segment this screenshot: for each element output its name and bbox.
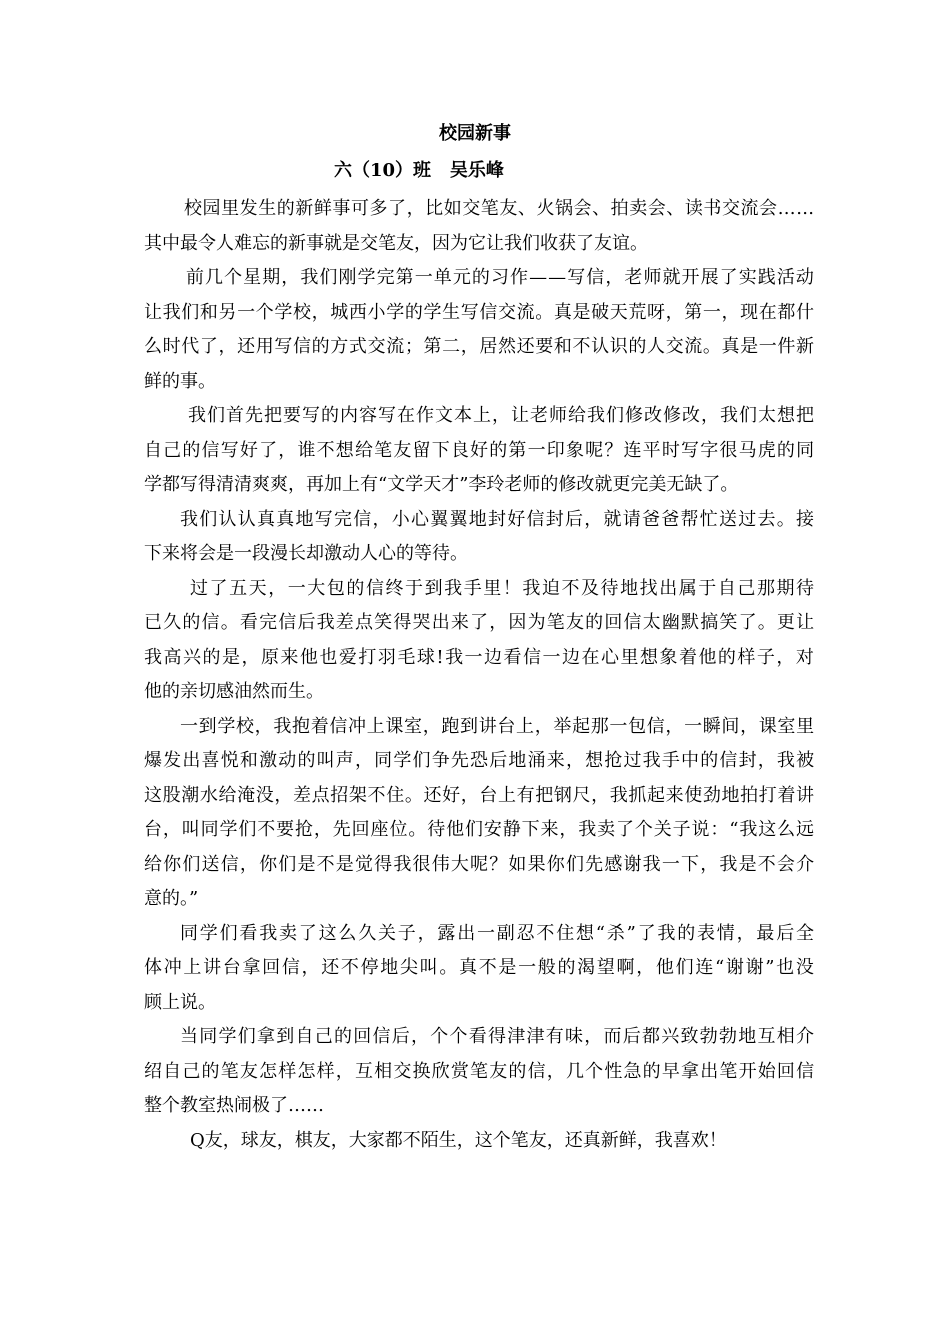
paragraph xyxy=(144,399,814,503)
paragraph-line: 我们认认真真地写完信，小心翼翼地封好信封后，就请爸爸帮忙送过去。接 xyxy=(180,508,816,530)
paragraph-line: 这股潮水给淹没，差点招架不住。还好，台上有把钢尺，我抓起来使劲地拍打着讲 xyxy=(144,784,815,806)
paragraph-line: 绍自己的笔友怎样怎样，互相交换欣赏笔友的信，几个性急的早拿出笔开始回信 xyxy=(144,1060,816,1082)
paragraph-line: 校园里发生的新鲜事可多了，比如交笔友、火锅会、拍卖会、读书交流会…… xyxy=(184,198,815,219)
paragraph-line: 台，叫同学们不要抢，先回座位。待他们安静下来，我卖了个关子说：“我这么远 xyxy=(144,819,815,840)
author-byline: 六（10）班 吴乐峰 xyxy=(334,160,504,181)
paragraph-line: 整个教室热闹极了…… xyxy=(144,1095,324,1116)
paragraph-line: 让我们和另一个学校，城西小学的学生写信交流。真是破天荒呀，第一，现在都什 xyxy=(144,301,815,323)
paragraph-line: 已久的信。看完信后我差点笑得哭出来了，因为笔友的回信太幽默搞笑了。更让 xyxy=(144,612,816,633)
document-title: 校园新事 xyxy=(439,123,511,144)
paragraph-line: 一到学校，我抱着信冲上课室，跑到讲台上，举起那一包信，一瞬间，课室里 xyxy=(180,715,815,737)
paragraph-line: 同学们看我卖了这么久关子，露出一副忍不住想“杀”了我的表情，最后全 xyxy=(180,922,816,944)
paragraph-line: 爆发出喜悦和激动的叫声，同学们争先恐后地涌来，想抢过我手中的信封，我被 xyxy=(144,750,816,771)
paragraph xyxy=(144,710,814,917)
paragraph-line: 其中最令人难忘的新事就是交笔友，因为它让我们收获了友谊。 xyxy=(144,232,648,254)
paragraph-line: 意的。” xyxy=(144,888,199,909)
paragraph xyxy=(144,261,814,399)
paragraph-line: 我们首先把要写的内容写在作文本上，让老师给我们修改修改，我们太想把 xyxy=(188,405,815,426)
paragraph-line: 下来将会是一段漫长却激动人心的等待。 xyxy=(144,543,468,564)
paragraph-line: 当同学们拿到自己的回信后，个个看得津津有味，而后都兴致勃勃地互相介 xyxy=(180,1026,816,1047)
paragraph-line: 体冲上讲台拿回信，还不停地尖叫。真不是一般的渴望啊，他们连“谢谢”也没 xyxy=(144,957,816,978)
paragraph-line: 我高兴的是，原来他也爱打羽毛球!我一边看信一边在心里想象着他的样子，对 xyxy=(144,646,816,668)
paragraph-line: 他的亲切感油然而生。 xyxy=(144,681,324,702)
paragraph-line: Q友，球友，棋友，大家都不陌生，这个笔友，还真新鲜，我喜欢！ xyxy=(190,1129,727,1151)
paragraph xyxy=(144,1124,814,1159)
paragraph xyxy=(144,503,814,572)
paragraph xyxy=(144,1020,814,1124)
paragraph-line: 么时代了，还用写信的方式交流；第二，居然还要和不认识的人交流。真是一件新 xyxy=(144,336,815,357)
essay-body xyxy=(144,192,814,1158)
paragraph-line: 顾上说。 xyxy=(144,991,216,1013)
paragraph-line: 学都写得清清爽爽，再加上有“文学天才”李玲老师的修改就更完美无缺了。 xyxy=(144,474,739,495)
paragraph-line: 给你们送信，你们是不是觉得我很伟大呢？如果你们先感谢我一下，我是不会介 xyxy=(144,853,816,875)
paragraph xyxy=(144,192,814,261)
paragraph-line: 自己的信写好了，谁不想给笔友留下良好的第一印象呢？连平时写字很马虎的同 xyxy=(144,439,816,461)
paragraph xyxy=(144,572,814,710)
paragraph-line: 鲜的事。 xyxy=(144,370,216,392)
paragraph xyxy=(144,917,814,1021)
paragraph-line: 过了五天，一大包的信终于到我手里！我迫不及待地找出属于自己那期待 xyxy=(190,577,816,599)
paragraph-line: 前几个星期，我们刚学完第一单元的习作——写信，老师就开展了实践活动 xyxy=(186,267,815,288)
